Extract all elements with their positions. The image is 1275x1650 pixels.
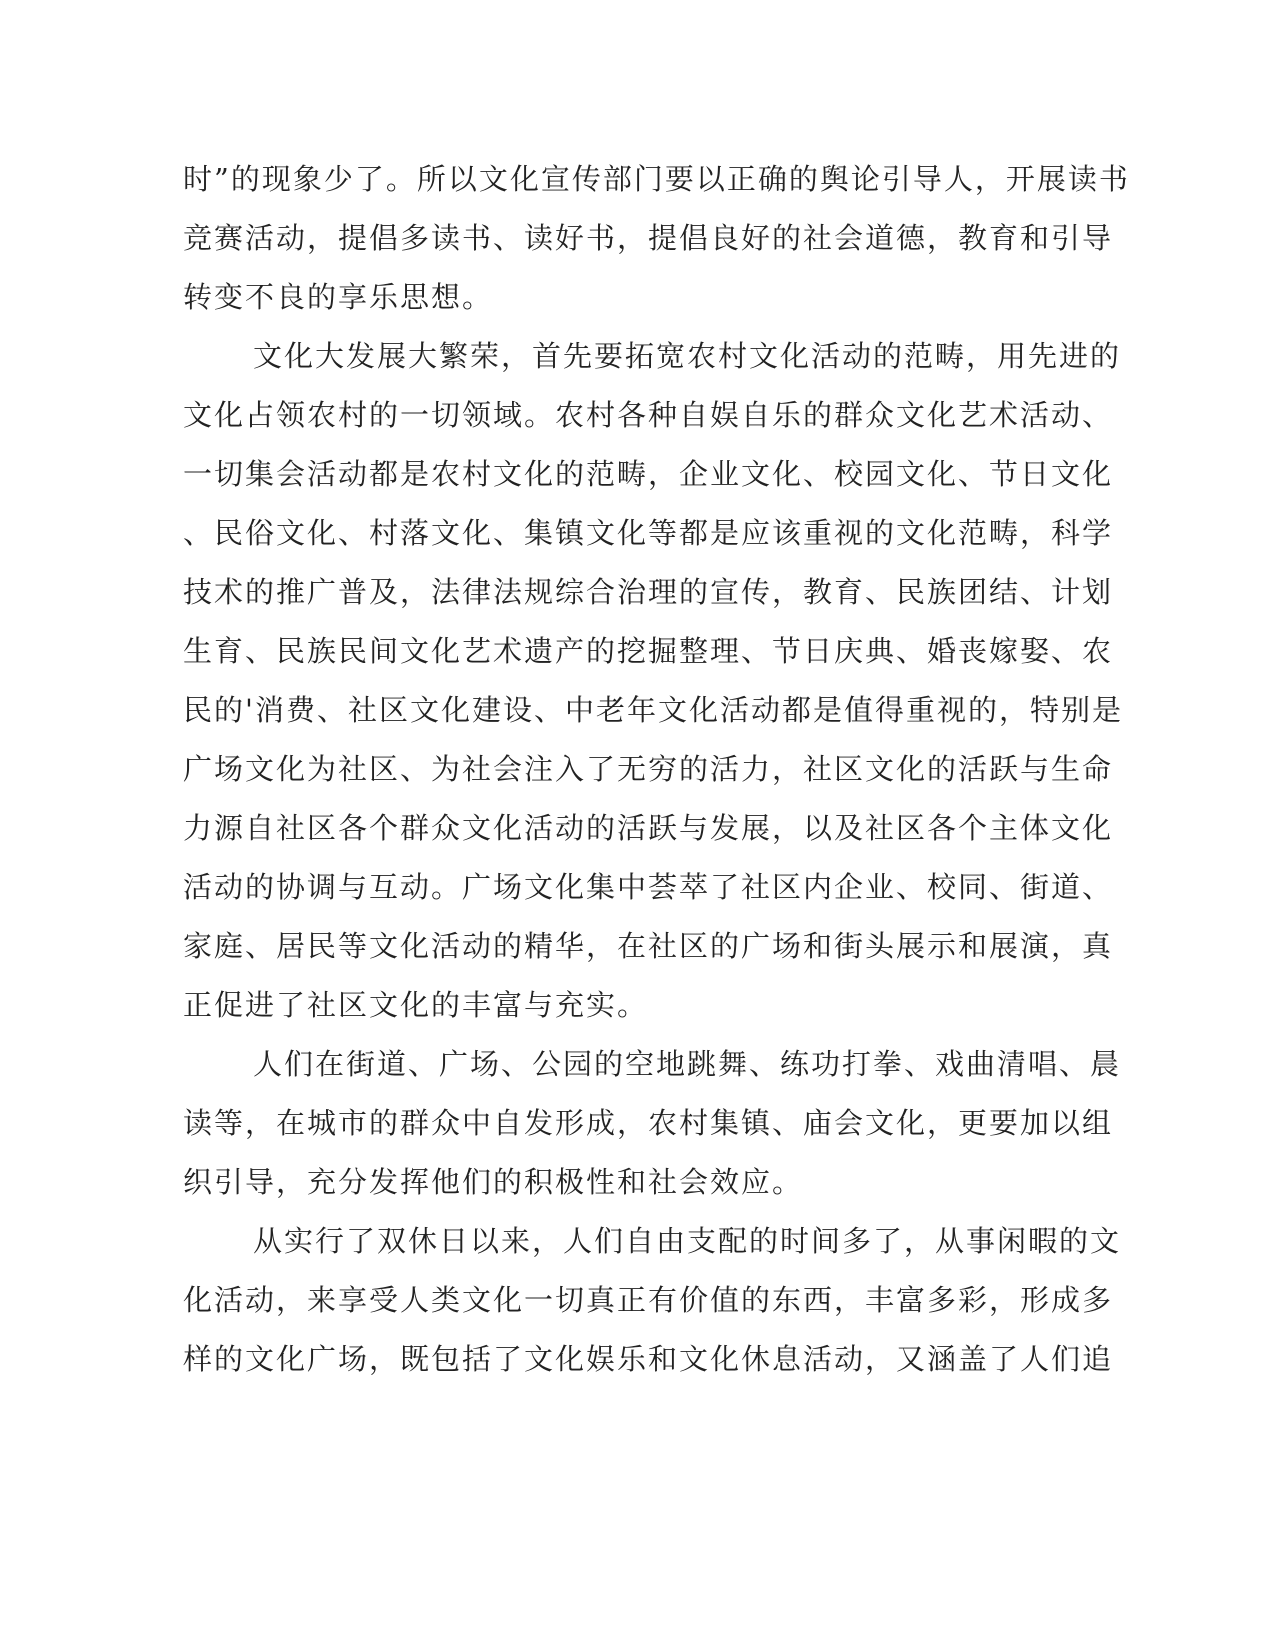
paragraph-2	[183, 327, 1123, 1035]
text-line: 时”的现象少了。所以文化宣传部门要以正确的舆论引导人，开展读书	[183, 162, 1130, 196]
text-line: 力源自社区各个群众文化活动的活跃与发展，以及社区各个主体文化	[183, 811, 1114, 845]
text-line: 文化占领农村的一切领域。农村各种自娱自乐的群众文化艺术活动、	[183, 398, 1114, 432]
text-line: 从实行了双休日以来，人们自由支配的时间多了，从事闲暇的文	[253, 1224, 1122, 1258]
paragraph-1	[183, 150, 1130, 327]
text-line: 文化大发展大繁荣，首先要拓宽农村文化活动的范畴，用先进的	[253, 339, 1122, 373]
text-line: 活动的协调与互动。广场文化集中荟萃了社区内企业、校同、街道、	[183, 870, 1114, 904]
text-line: 民的'消费、社区文化建设、中老年文化活动都是值得重视的，特别是	[183, 693, 1123, 727]
document-body	[183, 150, 1130, 1389]
text-line: 读等，在城市的群众中自发形成，农村集镇、庙会文化，更要加以组	[183, 1106, 1114, 1140]
text-line: 一切集会活动都是农村文化的范畴，企业文化、校园文化、节日文化	[183, 457, 1114, 491]
text-line: 正促进了社区文化的丰富与充实。	[183, 988, 649, 1022]
text-line: 家庭、居民等文化活动的精华，在社区的广场和街头展示和展演，真	[183, 929, 1114, 963]
text-line: 转变不良的享乐思想。	[183, 280, 494, 314]
paragraph-4	[183, 1212, 1122, 1389]
text-line: 织引导，充分发挥他们的积极性和社会效应。	[183, 1165, 804, 1199]
text-line: 化活动，来享受人类文化一切真正有价值的东西，丰富多彩，形成多	[183, 1283, 1114, 1317]
text-line: 技术的推广普及，法律法规综合治理的宣传，教育、民族团结、计划	[183, 575, 1114, 609]
text-line: 生育、民族民间文化艺术遗产的挖掘整理、节日庆典、婚丧嫁娶、农	[183, 634, 1114, 668]
text-line: 样的文化广场，既包括了文化娱乐和文化休息活动，又涵盖了人们追	[183, 1342, 1114, 1376]
text-line: 人们在街道、广场、公园的空地跳舞、练功打拳、戏曲清唱、晨	[253, 1047, 1122, 1081]
text-line: 竞赛活动，提倡多读书、读好书，提倡良好的社会道德，教育和引导	[183, 221, 1114, 255]
text-line: 、民俗文化、村落文化、集镇文化等都是应该重视的文化范畴，科学	[183, 516, 1114, 550]
text-line: 广场文化为社区、为社会注入了无穷的活力，社区文化的活跃与生命	[183, 752, 1114, 786]
paragraph-3	[183, 1035, 1122, 1212]
